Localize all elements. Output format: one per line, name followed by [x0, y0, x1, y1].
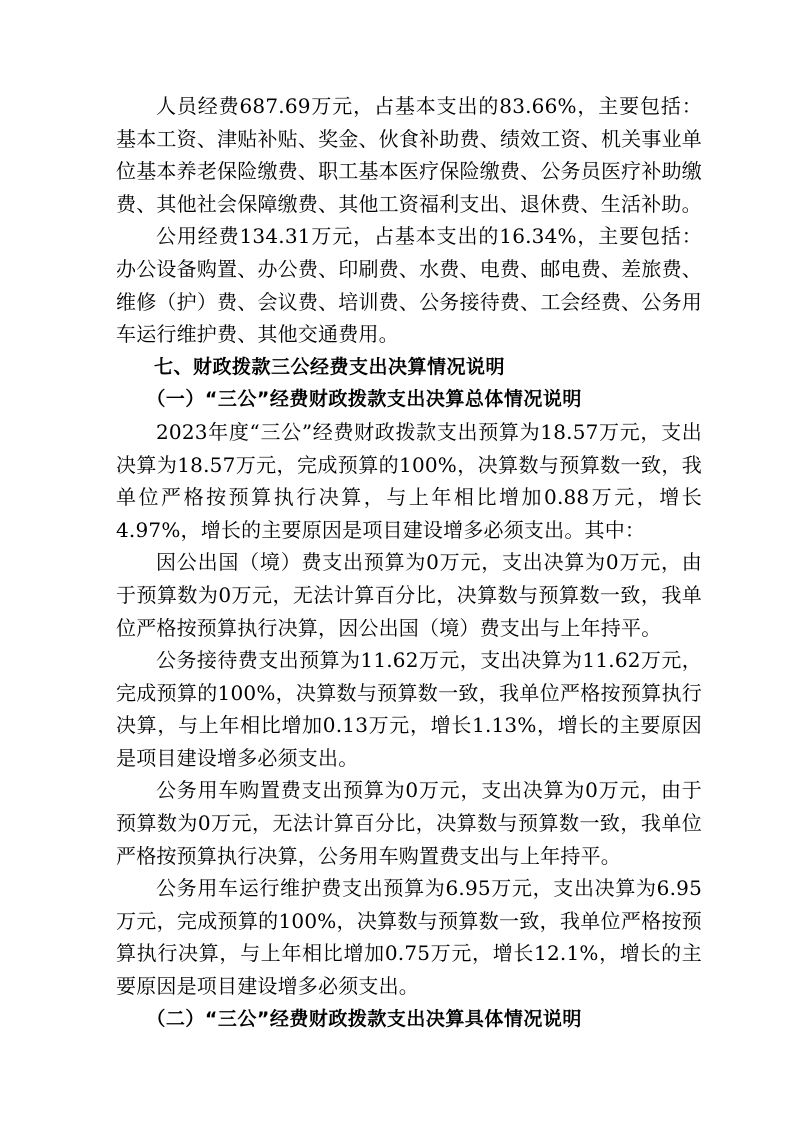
- sub-heading-overall: （一）“三公”经费财政拨款支出决算总体情况说明: [146, 388, 582, 411]
- vehicle-operation-paragraph: 公务用车运行维护费支出预算为6.95万元，支出决算为6.95万元，完成预算的100%，决算数与预算数一致，我单位严格按预算执行决算，与上年相比增加0.75万元，增长12.1%，增长的主要原因是项目建设增多必须支出。: [116, 876, 702, 999]
- public-expense-paragraph: 公用经费134.31万元，占基本支出的16.34%，主要包括：办公设备购置、办公费、印刷费、水费、电费、邮电费、差旅费、维修（护）费、会议费、培训费、公务接待费、工会经费、公务用车运行维护费、其他交通费用。: [116, 224, 702, 347]
- three-public-total-paragraph: 2023年度“三公”经费财政拨款支出预算为18.57万元，支出决算为18.57万元，完成预算的100%，决算数与预算数一致，我单位严格按预算执行决算，与上年相比增加0.88万元，增长4.97%，增长的主要原因是项目建设增多必须支出。其中：: [116, 419, 702, 542]
- official-reception-paragraph: 公务接待费支出预算为11.62万元，支出决算为11.62万元，完成预算的100%，决算数与预算数一致，我单位严格按预算执行决算，与上年相比增加0.13万元，增长1.13%，增长的主要原因是项目建设增多必须支出。: [116, 648, 702, 770]
- vehicle-purchase-paragraph: 公务用车购置费支出预算为0万元，支出决算为0万元，由于预算数为0万元，无法计算百分比，决算数与预算数一致，我单位严格按预算执行决算，公务用车购置费支出与上年持平。: [116, 778, 702, 868]
- document-body: [116, 90, 702, 1035]
- section-heading: 七、财政拨款三公经费支出决算情况说明: [154, 355, 506, 378]
- personnel-expense-paragraph: 人员经费687.69万元，占基本支出的83.66%，主要包括：基本工资、津贴补贴、奖金、伙食补助费、绩效工资、机关事业单位基本养老保险缴费、职工基本医疗保险缴费、公务员医疗补助缴费、其他社会保障缴费、其他工资福利支出、退休费、生活补助。: [116, 94, 702, 216]
- overseas-travel-paragraph: 因公出国（境）费支出预算为0万元，支出决算为0万元，由于预算数为0万元，无法计算百分比，决算数与预算数一致，我单位严格按预算执行决算，因公出国（境）费支出与上年持平。: [116, 550, 702, 640]
- sub-heading-specific: （二）“三公”经费财政拨款支出决算具体情况说明: [146, 1007, 582, 1030]
